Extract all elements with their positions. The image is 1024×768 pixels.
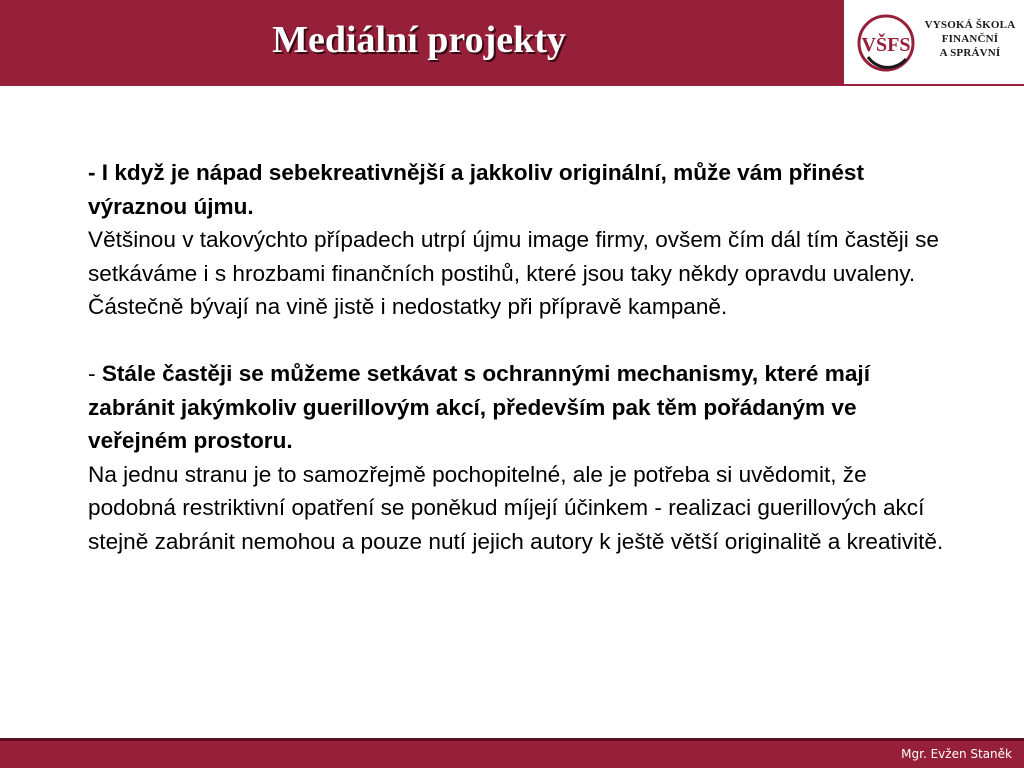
page-title: [0, 18, 842, 62]
paragraph-2-bold: Stále častěji se můžeme setkávat s ochrannými mechanismy, které mají zabránit jakýmkoliv guerillovým akcí, především pak těm pořádaným ve veřejném prostoru.: [88, 361, 870, 453]
paragraph-1: [88, 156, 948, 324]
logo-line-3: A SPRÁVNÍ: [939, 47, 1001, 59]
paragraph-1-bold: - I když je nápad sebekreativnější a jakkoliv originální, může vám přinést výraznou újmu.: [88, 160, 865, 219]
paragraph-2-dash: -: [88, 361, 102, 386]
header-bar: [0, 0, 842, 86]
logo-monogram: VŠFS: [861, 34, 911, 56]
paragraph-2-text: Na jednu stranu je to samozřejmě pochopitelné, ale je potřeba si uvědomit, že podobná restriktivní opatření se poněkud míjejí účinkem - realizaci guerillových akcí stejně zabránit nemohou a pouze nutí jejich autory k ještě větší originalitě a kreativitě.: [88, 461, 944, 554]
slide-body: [88, 156, 948, 558]
logo-wordmark: [922, 18, 1018, 60]
logo-line-1: VYSOKÁ ŠKOLA: [924, 19, 1016, 31]
footer-bar: [0, 738, 1024, 768]
footer-author: Mgr. Evžen Staněk: [901, 747, 1012, 761]
paragraph-spacer: [88, 324, 948, 358]
paragraph-1-text: Většinou v takovýchto případech utrpí újmu image firmy, ovšem čím dál tím častěji se setkáváme i s hrozbami finančních postihů, které jsou taky někdy opravdu uvaleny. Částečně bývají na vině jistě i nedostatky při přípravě kampaně.: [88, 227, 939, 319]
logo-line-2: FINANČNÍ: [941, 33, 999, 45]
paragraph-2: [88, 357, 948, 558]
school-logo: [842, 0, 1024, 86]
vsfs-logo-icon: [854, 11, 918, 75]
page-title-text: Mediální projekty: [272, 19, 566, 61]
